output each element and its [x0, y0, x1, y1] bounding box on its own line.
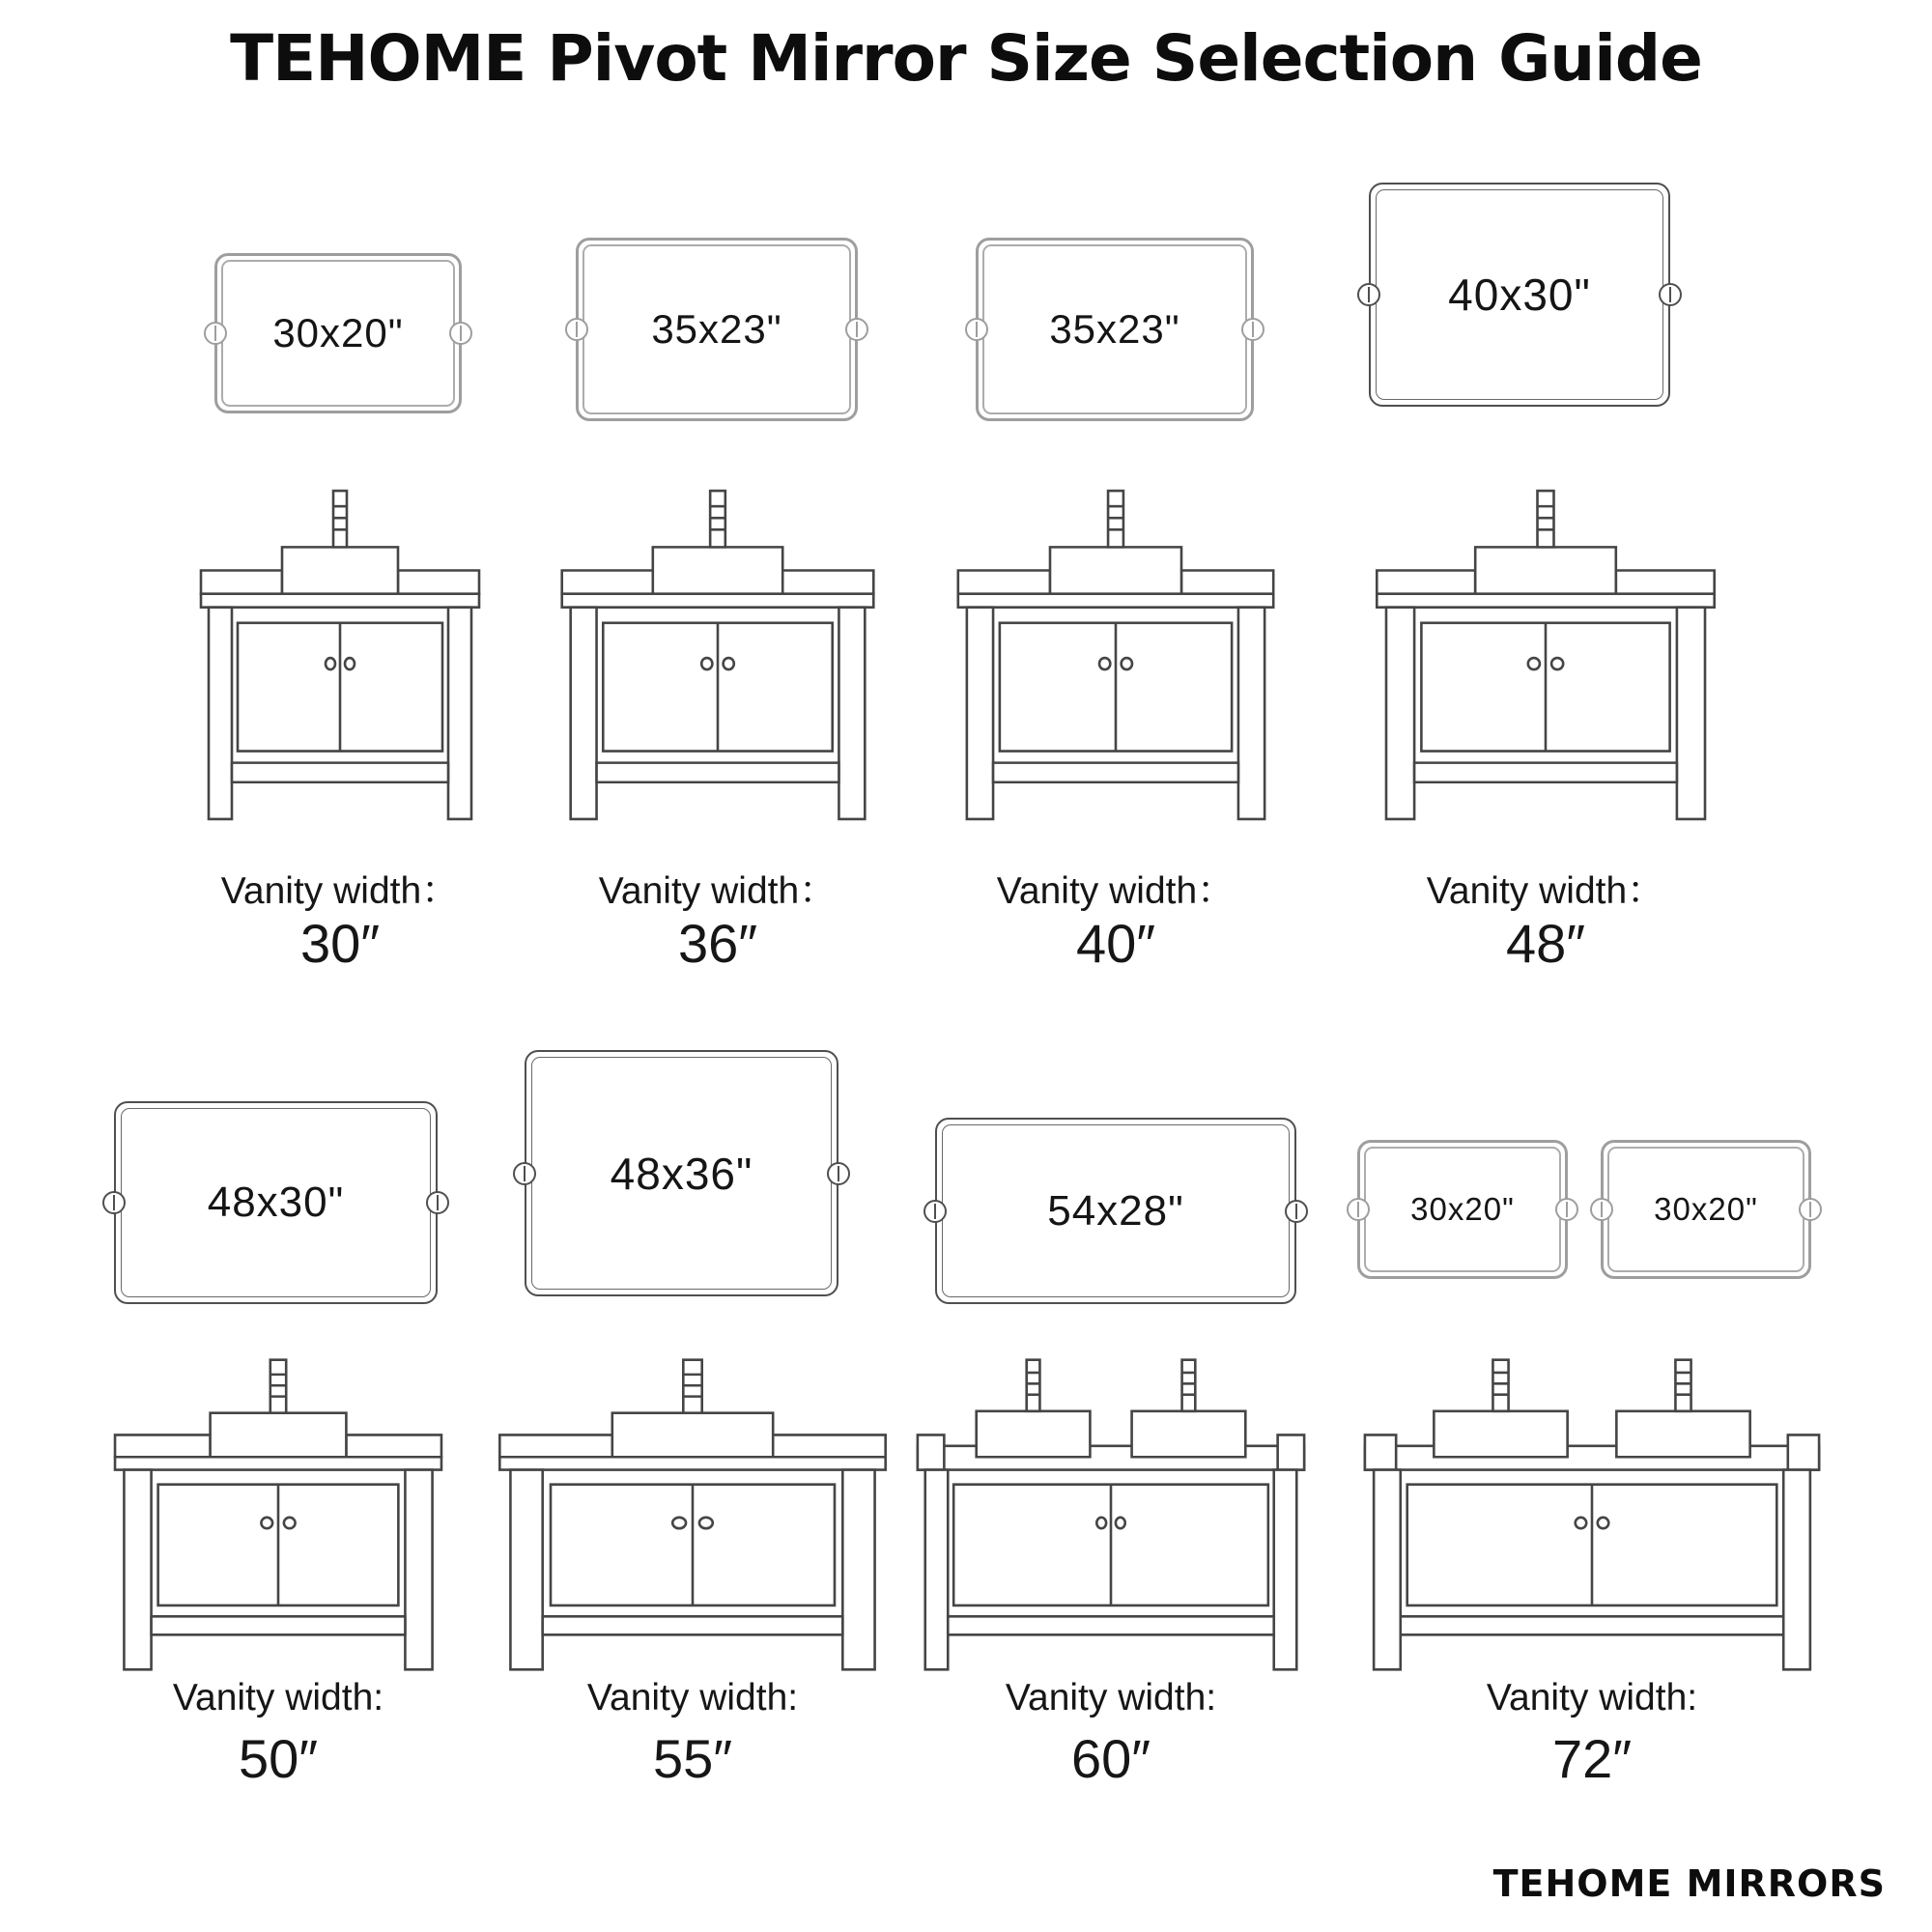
vanity-width-label: Vanity width:: [1005, 1677, 1217, 1719]
pivot-knob-right-icon: [1241, 318, 1264, 341]
vanity-55in: [492, 1354, 894, 1675]
mirror-size-label: 30x20": [272, 310, 404, 355]
vanity-60in-double: [912, 1354, 1310, 1675]
mirror-48x36: [525, 1050, 838, 1296]
mirror-30x20: [214, 253, 462, 413]
vanity-width-label: Vanity width：: [220, 870, 460, 912]
vanity-width-label: Vanity width:: [1486, 1677, 1698, 1719]
mirror-40x30: [1369, 183, 1670, 407]
vanity-width-label: Vanity width：: [996, 870, 1236, 912]
mirror-size-label: 30x20": [1654, 1191, 1758, 1227]
mirror-size-label: 54x28": [1047, 1186, 1184, 1235]
pivot-knob-left-icon: [965, 318, 988, 341]
pivot-knob-right-icon: [1659, 283, 1682, 306]
vanity-30in: [195, 485, 485, 825]
pivot-knob-right-icon: [1555, 1198, 1578, 1221]
vanity-width-value: 60″: [1070, 1728, 1151, 1789]
vanity-width-value: 50″: [238, 1728, 319, 1789]
vanity-50in: [108, 1354, 448, 1675]
page-title: TEHOME Pivot Mirror Size Selection Guide: [230, 21, 1702, 96]
vanity-width-value: 36″: [677, 913, 758, 974]
pivot-knob-right-icon: [1285, 1200, 1308, 1223]
mirror-size-label: 30x20": [1410, 1191, 1515, 1227]
mirror-30x20-twin-b: [1601, 1140, 1811, 1279]
pivot-knob-left-icon: [923, 1200, 947, 1223]
mirror-size-label: 35x23": [651, 306, 782, 352]
pivot-knob-left-icon: [1357, 283, 1380, 306]
mirror-48x30: [114, 1101, 438, 1304]
mirror-size-label: 40x30": [1448, 270, 1591, 320]
vanity-width-value: 48″: [1505, 913, 1586, 974]
pivot-knob-left-icon: [565, 318, 588, 341]
vanity-36in: [555, 485, 880, 825]
vanity-72in-double: [1358, 1354, 1826, 1675]
vanity-width-value: 55″: [652, 1728, 733, 1789]
pivot-knob-left-icon: [204, 322, 227, 345]
pivot-knob-right-icon: [845, 318, 868, 341]
pivot-knob-left-icon: [1347, 1198, 1370, 1221]
mirror-35x23-b: [976, 238, 1254, 421]
vanity-width-value: 40″: [1075, 913, 1156, 974]
vanity-40in: [952, 485, 1280, 825]
pivot-knob-left-icon: [513, 1162, 536, 1185]
mirror-30x20-twin-a: [1357, 1140, 1568, 1279]
pivot-knob-right-icon: [1799, 1198, 1822, 1221]
vanity-width-label: Vanity width：: [1426, 870, 1665, 912]
mirror-size-label: 48x30": [207, 1179, 345, 1226]
pivot-knob-left-icon: [1590, 1198, 1613, 1221]
mirror-size-label: 35x23": [1049, 306, 1180, 352]
mirror-54x28: [935, 1118, 1296, 1304]
brand-footer: TEHOME MIRRORS: [1492, 1862, 1886, 1905]
vanity-width-value: 30″: [299, 913, 381, 974]
pivot-knob-left-icon: [102, 1191, 126, 1214]
vanity-width-label: Vanity width:: [586, 1677, 799, 1719]
vanity-width-label: Vanity width:: [172, 1677, 384, 1719]
pivot-knob-right-icon: [426, 1191, 449, 1214]
vanity-width-label: Vanity width：: [598, 870, 838, 912]
mirror-35x23-a: [576, 238, 858, 421]
mirror-size-label: 48x36": [610, 1148, 753, 1199]
pivot-knob-right-icon: [827, 1162, 850, 1185]
pivot-knob-right-icon: [449, 322, 472, 345]
vanity-width-value: 72″: [1551, 1728, 1633, 1789]
vanity-48in: [1370, 485, 1721, 825]
